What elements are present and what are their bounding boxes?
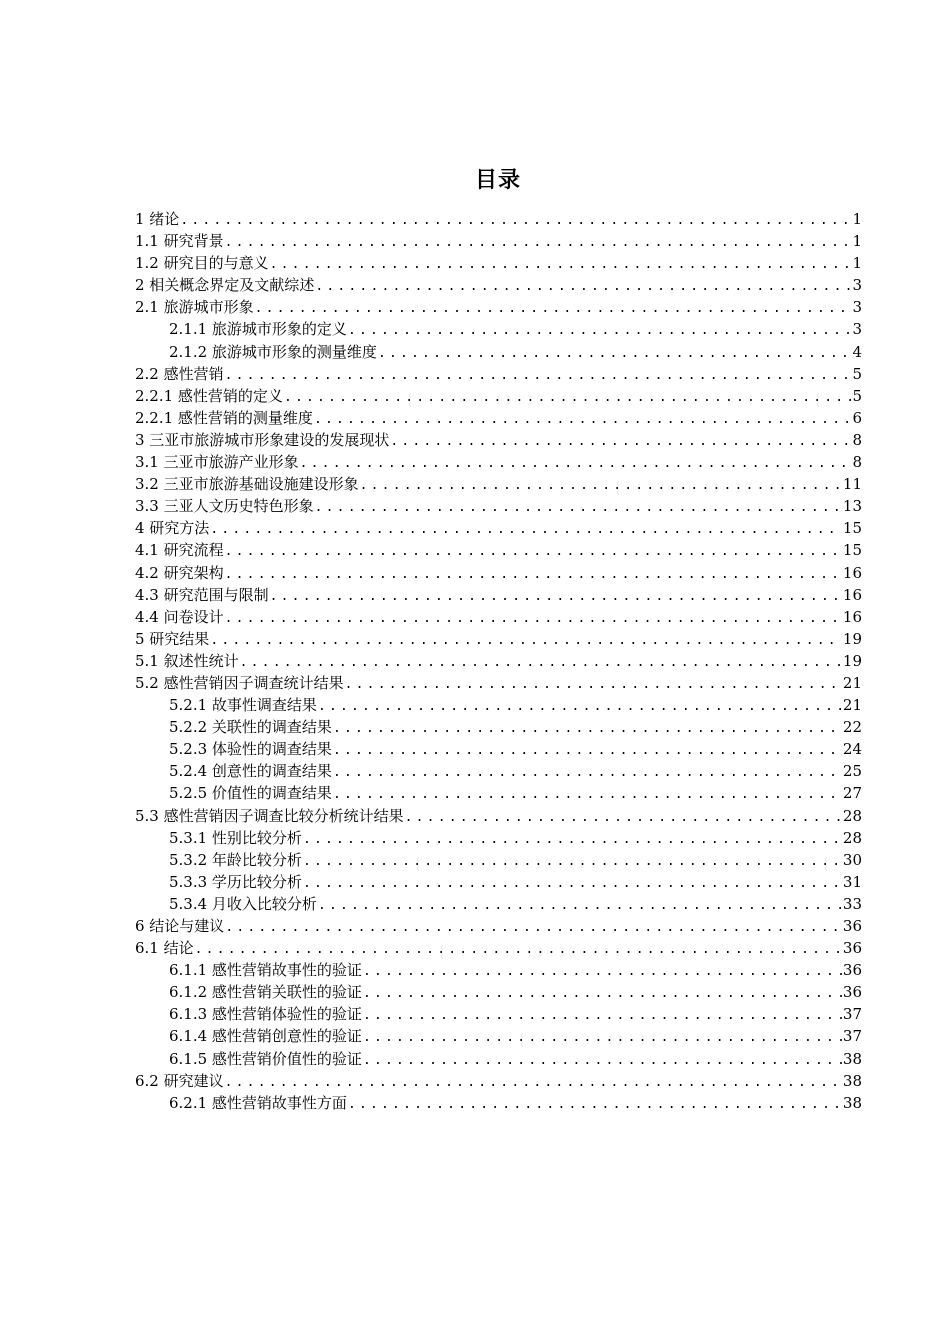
toc-page-number: 37 <box>842 1027 862 1046</box>
toc-entry-text: 2.1.2 旅游城市形象的测量维度 <box>169 342 377 361</box>
toc-entry[interactable] <box>135 318 862 340</box>
toc-dot-leader <box>225 917 842 937</box>
toc-entry-text: 5.3 感性营销因子调查比较分析统计结果 <box>135 806 404 825</box>
toc-entry[interactable] <box>135 849 862 871</box>
toc-dot-leader <box>303 829 842 849</box>
toc-page-number: 21 <box>842 673 862 692</box>
toc-dot-leader <box>225 541 842 561</box>
toc-entry[interactable] <box>135 539 862 561</box>
toc-dot-leader <box>240 652 842 672</box>
toc-page-number: 1 <box>852 210 862 228</box>
toc-entry-text: 6.2 研究建议 <box>135 1071 224 1090</box>
toc-entry[interactable] <box>135 782 862 804</box>
toc-dot-leader <box>333 784 842 804</box>
toc-entry[interactable] <box>135 429 862 451</box>
toc-page-number: 31 <box>842 872 862 891</box>
toc-entry-text: 5.2.1 故事性调查结果 <box>169 696 317 715</box>
toc-dot-leader <box>333 718 842 738</box>
toc-page-number: 16 <box>842 585 862 604</box>
toc-entry-text: 1.2 研究目的与意义 <box>135 254 269 273</box>
toc-dot-leader <box>348 320 852 340</box>
toc-entry[interactable] <box>135 517 862 539</box>
toc-dot-leader <box>225 232 852 252</box>
toc-dot-leader <box>303 873 842 893</box>
toc-page-number: 3 <box>852 320 862 339</box>
toc-page-number: 36 <box>842 939 862 958</box>
toc-entry-text: 4.4 问卷设计 <box>135 607 224 626</box>
toc-page-number: 3 <box>852 298 862 317</box>
toc-dot-leader <box>315 276 851 296</box>
toc-entry-text: 5.3.2 年龄比较分析 <box>169 850 302 869</box>
toc-page-number: 36 <box>842 917 862 935</box>
toc-entry-text: 2.1 旅游城市形象 <box>135 298 254 317</box>
toc-page-number: 16 <box>842 563 862 582</box>
toc-entry[interactable] <box>135 760 862 782</box>
toc-page-number: 8 <box>852 453 862 472</box>
toc-dot-leader <box>180 210 851 230</box>
toc-entry-text: 4.3 研究范围与限制 <box>135 585 269 604</box>
toc-entry-text: 3.2 三亚市旅游基础设施建设形象 <box>135 475 359 494</box>
toc-page-number: 38 <box>842 1093 862 1112</box>
toc-entry-text: 4.2 研究架构 <box>135 563 224 582</box>
toc-page-number: 11 <box>842 475 862 494</box>
toc-page-number: 22 <box>842 718 862 737</box>
toc-entry[interactable] <box>135 628 862 650</box>
toc-page-number: 33 <box>842 894 862 913</box>
toc-entry-text: 5.1 叙述性统计 <box>135 651 239 670</box>
toc-page-number: 1 <box>852 232 862 251</box>
toc-entry-text: 2 相关概念界定及文献综述 <box>135 276 315 295</box>
toc-entry[interactable] <box>135 274 862 296</box>
toc-dot-leader <box>363 961 842 981</box>
toc-list <box>135 208 862 1114</box>
toc-page-number: 38 <box>842 1049 862 1068</box>
toc-entry[interactable] <box>135 694 862 716</box>
toc-page-number: 36 <box>842 961 862 980</box>
toc-entry-text: 2.2 感性营销 <box>135 364 224 383</box>
toc-dot-leader <box>303 851 842 871</box>
toc-page-number: 19 <box>842 651 862 670</box>
toc-page-number: 8 <box>852 430 862 449</box>
toc-entry[interactable] <box>135 451 862 473</box>
toc-entry-text: 5.2.2 关联性的调查结果 <box>169 718 332 737</box>
toc-entry[interactable] <box>135 716 862 738</box>
toc-page-number: 4 <box>852 342 862 361</box>
toc-entry-text: 1 绪论 <box>135 210 180 228</box>
toc-dot-leader <box>318 895 842 915</box>
toc-entry[interactable] <box>135 805 862 827</box>
toc-entry-text: 3.3 三亚人文历史特色形象 <box>135 497 314 516</box>
toc-entry-text: 2.1.1 旅游城市形象的定义 <box>169 320 347 339</box>
toc-entry[interactable] <box>135 738 862 760</box>
toc-dot-leader <box>284 387 852 407</box>
toc-entry-text: 5.3.3 学历比较分析 <box>169 872 302 891</box>
toc-page-number: 5 <box>852 386 862 405</box>
toc-entry[interactable] <box>135 1092 862 1114</box>
toc-dot-leader <box>225 564 842 584</box>
toc-dot-leader <box>390 431 851 451</box>
toc-dot-leader <box>363 1027 842 1047</box>
toc-entry-text: 3 三亚市旅游城市形象建设的发展现状 <box>135 430 390 449</box>
toc-entry[interactable] <box>135 871 862 893</box>
toc-entry[interactable] <box>135 672 862 694</box>
toc-entry-text: 6.1.1 感性营销故事性的验证 <box>169 961 362 980</box>
toc-page-number: 16 <box>842 607 862 626</box>
toc-page-number: 37 <box>842 1005 862 1024</box>
toc-entry[interactable] <box>135 650 862 672</box>
toc-entry[interactable] <box>135 1070 862 1092</box>
toc-dot-leader <box>270 254 852 274</box>
toc-page-number: 6 <box>852 408 862 427</box>
toc-entry[interactable] <box>135 341 862 363</box>
toc-page-number: 36 <box>842 983 862 1002</box>
toc-dot-leader <box>360 475 842 495</box>
toc-entry-text: 6.1 结论 <box>135 939 194 958</box>
toc-dot-leader <box>363 1050 842 1070</box>
toc-page-number: 25 <box>842 762 862 781</box>
toc-page-number: 21 <box>842 696 862 715</box>
toc-dot-leader <box>195 939 842 959</box>
toc-entry[interactable] <box>135 937 862 959</box>
toc-dot-leader <box>270 586 842 606</box>
toc-dot-leader <box>225 1072 842 1092</box>
toc-entry-text: 4 研究方法 <box>135 519 210 538</box>
toc-dot-leader <box>345 674 842 694</box>
toc-page-number: 28 <box>842 806 862 825</box>
toc-entry-text: 6.1.3 感性营销体验性的验证 <box>169 1005 362 1024</box>
toc-page-number: 24 <box>842 740 862 759</box>
toc-dot-leader <box>333 740 842 760</box>
toc-entry-text: 6.1.5 感性营销价值性的验证 <box>169 1049 362 1068</box>
toc-entry-text: 6.2.1 感性营销故事性方面 <box>169 1093 347 1112</box>
toc-entry[interactable] <box>135 407 862 429</box>
toc-entry[interactable] <box>135 252 862 274</box>
toc-entry[interactable] <box>135 1025 862 1047</box>
toc-page-number: 30 <box>842 850 862 869</box>
toc-entry[interactable] <box>135 363 862 385</box>
toc-entry-text: 2.2.1 感性营销的测量维度 <box>135 408 313 427</box>
toc-entry-text: 5.3.1 性别比较分析 <box>169 828 302 847</box>
toc-page-number: 1 <box>852 254 862 273</box>
toc-entry-text: 5.3.4 月收入比较分析 <box>169 894 317 913</box>
toc-entry-text: 3.1 三亚市旅游产业形象 <box>135 453 299 472</box>
toc-entry[interactable] <box>135 959 862 981</box>
toc-entry[interactable] <box>135 915 862 937</box>
toc-dot-leader <box>210 630 842 650</box>
toc-entry[interactable] <box>135 584 862 606</box>
toc-page-number: 5 <box>852 364 862 383</box>
toc-page-number: 15 <box>842 541 862 560</box>
toc-entry[interactable] <box>135 562 862 584</box>
toc-entry[interactable] <box>135 385 862 407</box>
toc-entry-text: 4.1 研究流程 <box>135 541 224 560</box>
toc-page-number: 27 <box>842 784 862 803</box>
toc-page-number: 19 <box>842 629 862 648</box>
toc-entry-text: 1.1 研究背景 <box>135 232 224 251</box>
toc-dot-leader <box>348 1094 842 1114</box>
toc-dot-leader <box>225 608 842 628</box>
toc-page-number: 3 <box>852 276 862 295</box>
toc-entry[interactable] <box>135 827 862 849</box>
toc-entry[interactable] <box>135 1048 862 1070</box>
toc-dot-leader <box>333 762 842 782</box>
toc-dot-leader <box>405 807 842 827</box>
toc-entry-text: 5.2.4 创意性的调查结果 <box>169 762 332 781</box>
toc-dot-leader <box>378 343 852 363</box>
toc-entry[interactable] <box>135 296 862 318</box>
toc-title: 目录 <box>474 168 521 193</box>
toc-dot-leader <box>210 519 842 539</box>
toc-dot-leader <box>315 497 842 517</box>
toc-entry-text: 5 研究结果 <box>135 629 210 648</box>
toc-entry-text: 6.1.2 感性营销关联性的验证 <box>169 983 362 1002</box>
toc-entry[interactable] <box>135 606 862 628</box>
toc-entry[interactable] <box>135 981 862 1003</box>
toc-entry-text: 6 结论与建议 <box>135 917 225 935</box>
toc-page-number: 15 <box>842 519 862 538</box>
toc-entry[interactable] <box>135 208 862 230</box>
toc-page-number: 28 <box>842 828 862 847</box>
toc-dot-leader <box>255 298 852 318</box>
toc-dot-leader <box>318 696 842 716</box>
toc-entry[interactable] <box>135 230 862 252</box>
toc-entry-text: 5.2.5 价值性的调查结果 <box>169 784 332 803</box>
toc-entry-text: 2.2.1 感性营销的定义 <box>135 386 283 405</box>
toc-entry-text: 5.2 感性营销因子调查统计结果 <box>135 673 344 692</box>
toc-page-number: 38 <box>842 1071 862 1090</box>
toc-entry-text: 6.1.4 感性营销创意性的验证 <box>169 1027 362 1046</box>
toc-dot-leader <box>363 983 842 1003</box>
toc-entry-text: 5.2.3 体验性的调查结果 <box>169 740 332 759</box>
toc-entry[interactable] <box>135 495 862 517</box>
toc-dot-leader <box>225 365 852 385</box>
toc-dot-leader <box>314 409 852 429</box>
toc-entry[interactable] <box>135 473 862 495</box>
toc-entry[interactable] <box>135 1003 862 1025</box>
toc-entry[interactable] <box>135 893 862 915</box>
toc-page-number: 13 <box>842 497 862 516</box>
toc-dot-leader <box>300 453 852 473</box>
toc-dot-leader <box>363 1005 842 1025</box>
